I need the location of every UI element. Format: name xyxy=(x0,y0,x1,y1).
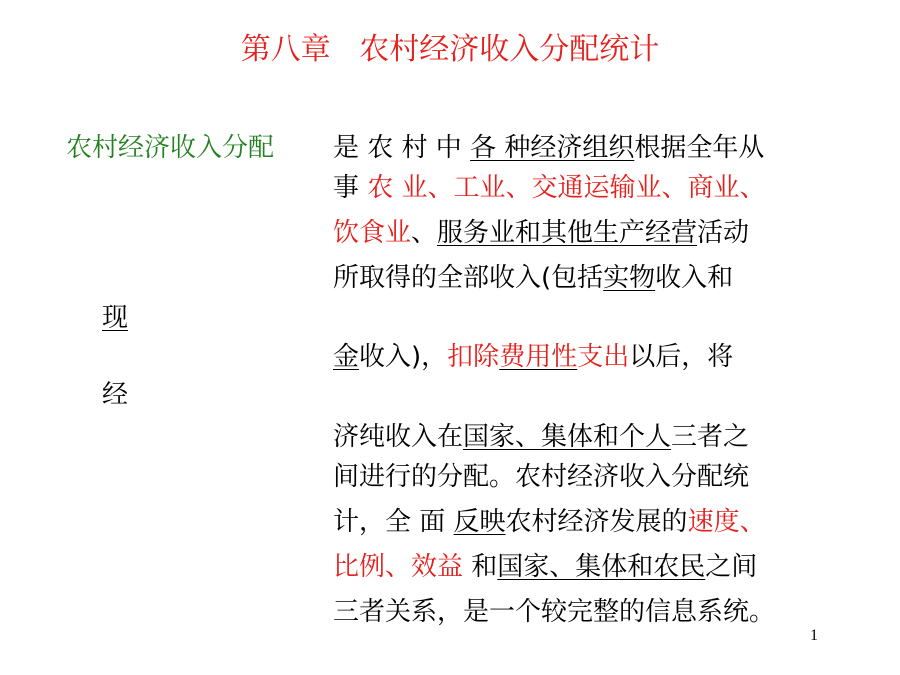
body-text: 、 xyxy=(411,218,438,248)
body-text: 是 农 村 中 xyxy=(333,133,471,163)
body-text: 济纯收入在 xyxy=(333,422,464,452)
body-line xyxy=(333,168,766,208)
underlined-text: 服务业和其他生产经营 xyxy=(437,218,698,248)
body-text: 农村经济发展的 xyxy=(505,507,688,537)
underlined-text: 金 xyxy=(333,342,360,372)
slide-title: 第八章 农村经济收入分配统计 xyxy=(240,32,660,67)
term-continued-char: 经 xyxy=(102,380,129,410)
body-text: 和 xyxy=(463,552,498,582)
body-text: 所取得的全部收入(包括 xyxy=(333,263,604,293)
underlined-text: 各 种经济组织 xyxy=(470,133,635,163)
body-text: 根据全年从 xyxy=(634,133,765,163)
body-line xyxy=(333,547,757,587)
body-line xyxy=(333,337,733,377)
emphasis-text: 农 业、工业、交通运输业、商业、 xyxy=(367,173,766,203)
body-line xyxy=(333,502,766,542)
body-text: 活动 xyxy=(697,218,750,248)
emphasis-text: 饮食业 xyxy=(333,218,412,248)
body-text: 计，全 面 xyxy=(333,507,454,537)
emphasis-text: 比例、效益 xyxy=(333,552,464,582)
emphasis-text: 扣除 xyxy=(447,342,500,372)
underlined-text: 实物 xyxy=(603,263,656,293)
body-line xyxy=(333,592,775,632)
emphasis-text: 费用性 xyxy=(499,342,578,372)
body-line xyxy=(333,417,749,457)
body-text: 收入)， xyxy=(359,342,448,372)
body-text: 事 xyxy=(333,173,368,203)
emphasis-text: 支出 xyxy=(577,342,630,372)
underlined-text: 反映 xyxy=(453,507,506,537)
body-text: 以后，将 xyxy=(629,342,734,372)
term-continued-char: 现 xyxy=(102,303,129,333)
body-text: 三者之 xyxy=(671,422,750,452)
body-text: 间进行的分配。农村经济收入分配统 xyxy=(333,462,750,492)
term-heading: 农村经济收入分配 xyxy=(66,133,275,163)
emphasis-text: 速度、 xyxy=(687,507,766,537)
underlined-text: 国家、集体和农民 xyxy=(497,552,706,582)
body-line xyxy=(333,128,764,168)
body-text: 收入和 xyxy=(655,263,734,293)
body-line xyxy=(333,457,749,497)
page-number: 1 xyxy=(810,627,818,644)
body-line xyxy=(333,213,749,253)
body-text: 三者关系，是一个较完整的信息系统。 xyxy=(333,597,776,627)
body-text: 之间 xyxy=(705,552,758,582)
body-line xyxy=(333,258,733,298)
underlined-text: 国家、集体和个人 xyxy=(463,422,672,452)
